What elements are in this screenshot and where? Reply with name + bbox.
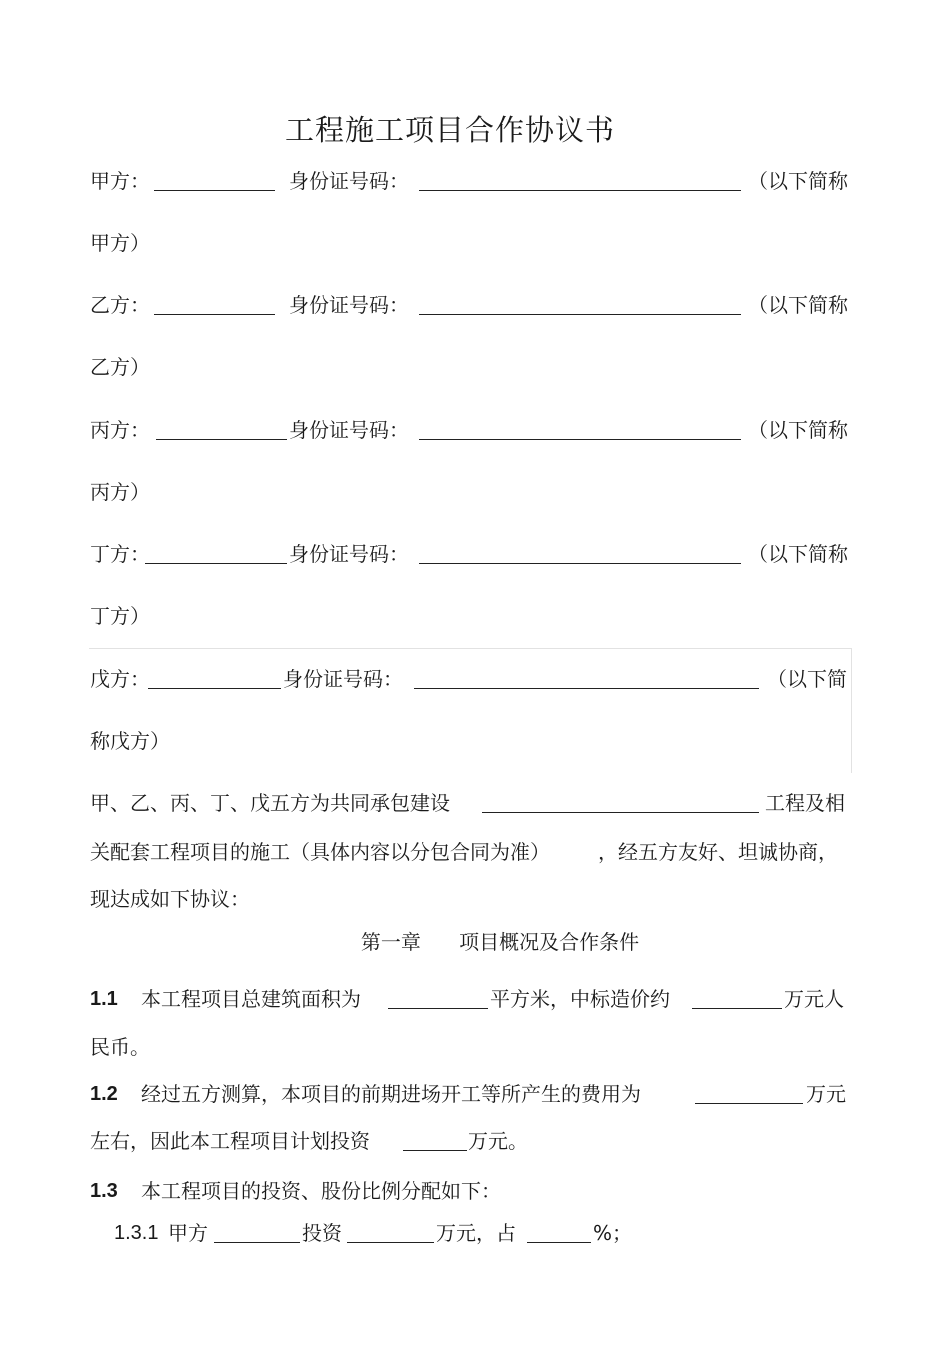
party-b-abbrev-cont: 乙方） bbox=[90, 355, 150, 379]
intro-text-5: 现达成如下协议： bbox=[90, 887, 250, 911]
chapter-title: 项目概况及合作条件 bbox=[459, 930, 640, 954]
planned-investment-blank[interactable] bbox=[403, 1150, 467, 1151]
intro-text-1: 甲、乙、丙、丁、戊五方为共同承包建设 bbox=[90, 791, 450, 815]
party-d-id-blank[interactable] bbox=[419, 563, 741, 564]
clause-1-3-1-party: 甲方 bbox=[168, 1221, 208, 1245]
clause-1-2-text-c: 左右，因此本工程项目计划投资 bbox=[90, 1129, 370, 1153]
party-a-abbrev-cont: 甲方） bbox=[90, 231, 150, 255]
party-d-abbrev-cont: 丁方） bbox=[90, 604, 150, 628]
party-e-box bbox=[89, 648, 852, 773]
document-title: 工程施工项目合作协议书 bbox=[284, 113, 615, 147]
chapter-number: 第一章 bbox=[360, 930, 421, 954]
clause-1-3-1-number: 1.3.1 bbox=[114, 1222, 159, 1244]
building-area-blank[interactable] bbox=[388, 1008, 488, 1009]
intro-text-3: 关配套工程项目的施工（具体内容以分包合同为准） bbox=[90, 840, 550, 864]
preliminary-cost-blank[interactable] bbox=[695, 1103, 803, 1104]
party-a-abbrev: （以下简称 bbox=[748, 169, 848, 193]
party-b-label: 乙方： bbox=[90, 293, 150, 317]
party-c-id-label: 身份证号码： bbox=[289, 418, 409, 442]
party-e-abbrev-cont: 称戊方） bbox=[90, 729, 170, 753]
party-e-name-blank[interactable] bbox=[148, 688, 281, 689]
clause-1-3-1-text-c: %； bbox=[593, 1221, 633, 1245]
party-c-name-blank[interactable] bbox=[156, 439, 287, 440]
clause-1-1-number: 1.1 bbox=[90, 988, 118, 1010]
party-a-id-blank[interactable] bbox=[419, 190, 741, 191]
intro-text-4: ，经五方友好、坦诚协商， bbox=[598, 840, 838, 864]
party-b-id-blank[interactable] bbox=[419, 314, 741, 315]
party-d-id-label: 身份证号码： bbox=[289, 542, 409, 566]
clause-1-1-text-a: 本工程项目总建筑面积为 bbox=[141, 987, 361, 1011]
party-e-abbrev: （以下简 bbox=[767, 667, 847, 691]
party-c-id-blank[interactable] bbox=[419, 439, 741, 440]
party-b-abbrev: （以下简称 bbox=[748, 293, 848, 317]
clause-1-1-text-c: 万元人 bbox=[784, 987, 844, 1011]
party-e-id-label: 身份证号码： bbox=[283, 667, 403, 691]
clause-1-1-text-d: 民币。 bbox=[90, 1035, 150, 1059]
intro-text-2: 工程及相 bbox=[765, 791, 845, 815]
clause-1-3-1-text-a: 投资 bbox=[302, 1221, 342, 1245]
party-d-label: 丁方： bbox=[90, 542, 150, 566]
clause-1-3-number: 1.3 bbox=[90, 1180, 118, 1202]
bid-price-blank[interactable] bbox=[692, 1008, 782, 1009]
party-e-id-blank[interactable] bbox=[414, 688, 759, 689]
clause-1-1-text-b: 平方米，中标造价约 bbox=[490, 987, 670, 1011]
clause-1-3-1-text-b: 万元，占 bbox=[436, 1221, 516, 1245]
party-e-label: 戊方： bbox=[90, 667, 150, 691]
clause-1-3-text: 本工程项目的投资、股份比例分配如下： bbox=[141, 1179, 501, 1203]
clause-1-2-text-d: 万元。 bbox=[468, 1129, 528, 1153]
party-a-investor-blank[interactable] bbox=[214, 1242, 300, 1243]
party-a-id-label: 身份证号码： bbox=[289, 169, 409, 193]
chapter-heading bbox=[0, 930, 950, 954]
party-a-investment-blank[interactable] bbox=[347, 1242, 434, 1243]
project-name-blank[interactable] bbox=[482, 812, 759, 813]
party-d-abbrev: （以下简称 bbox=[748, 542, 848, 566]
party-b-name-blank[interactable] bbox=[154, 314, 275, 315]
clause-1-2-text-b: 万元 bbox=[806, 1082, 846, 1106]
party-d-name-blank[interactable] bbox=[145, 563, 287, 564]
party-a-label: 甲方： bbox=[90, 169, 150, 193]
party-a-share-blank[interactable] bbox=[527, 1242, 591, 1243]
party-c-abbrev-cont: 丙方） bbox=[90, 480, 150, 504]
party-b-id-label: 身份证号码： bbox=[289, 293, 409, 317]
party-c-label: 丙方： bbox=[90, 418, 150, 442]
clause-1-2-number: 1.2 bbox=[90, 1083, 118, 1105]
party-c-abbrev: （以下简称 bbox=[748, 418, 848, 442]
party-a-name-blank[interactable] bbox=[154, 190, 275, 191]
clause-1-2-text-a: 经过五方测算，本项目的前期进场开工等所产生的费用为 bbox=[141, 1082, 641, 1106]
